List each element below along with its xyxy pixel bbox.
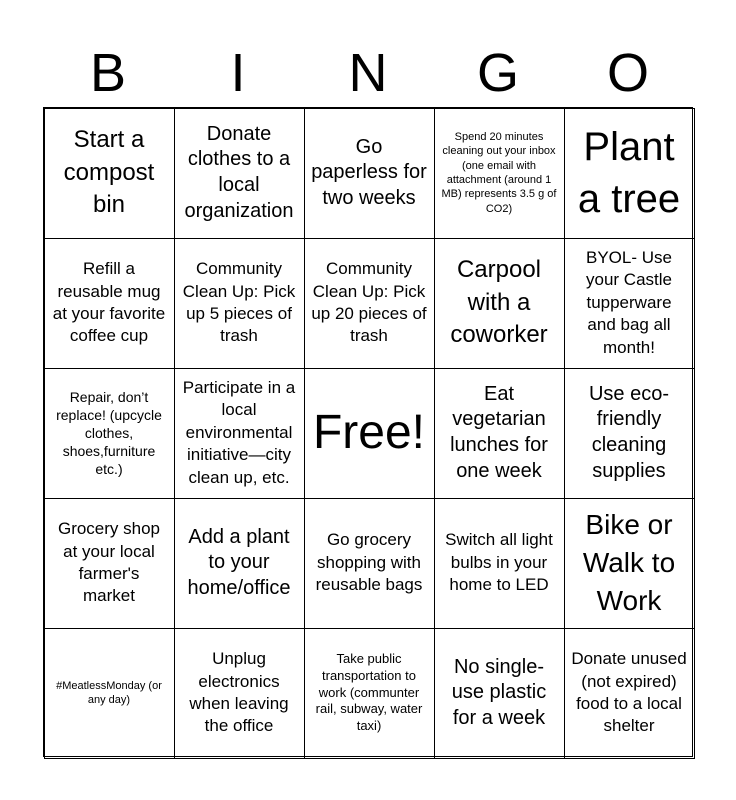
bingo-cell-o4[interactable]: Bike or Walk to Work [564, 498, 695, 629]
bingo-cell-i4[interactable]: Add a plant to your home/office [174, 498, 305, 629]
bingo-cell-i5[interactable]: Unplug electronics when leaving the office [174, 628, 305, 759]
header-letter-i: I [230, 43, 246, 103]
bingo-cell-b1[interactable]: Start a compost bin [44, 108, 175, 239]
bingo-cell-o3[interactable]: Use eco-friendly cleaning supplies [564, 368, 695, 499]
bingo-header [43, 42, 693, 104]
bingo-cell-n5[interactable]: Take public transportation to work (communter rail, subway, water taxi) [304, 628, 435, 759]
bingo-cell-g1[interactable]: Spend 20 minutes cleaning out your inbox (one email with attachment (around 1 MB) represents 3.5 g of CO2) [434, 108, 565, 239]
bingo-cell-g2[interactable]: Carpool with a coworker [434, 238, 565, 369]
bingo-cell-b3[interactable]: Repair, don’t replace! (upcycle clothes, shoes,furniture etc.) [44, 368, 175, 499]
bingo-cell-o2[interactable]: BYOL- Use your Castle tupperware and bag all month! [564, 238, 695, 369]
bingo-cell-n2[interactable]: Community Clean Up: Pick up 20 pieces of trash [304, 238, 435, 369]
bingo-cell-g5[interactable]: No single-use plastic for a week [434, 628, 565, 759]
header-letter-g: G [476, 43, 519, 103]
bingo-cell-n1[interactable]: Go paperless for two weeks [304, 108, 435, 239]
bingo-cell-free: Free! [304, 368, 435, 499]
bingo-cell-o1[interactable]: Plant a tree [564, 108, 695, 239]
bingo-cell-b5[interactable]: #MeatlessMonday (or any day) [44, 628, 175, 759]
bingo-cell-b2[interactable]: Refill a reusable mug at your favorite coffee cup [44, 238, 175, 369]
bingo-cell-i1[interactable]: Donate clothes to a local organization [174, 108, 305, 239]
header-letter-n: N [348, 43, 388, 103]
bingo-cell-b4[interactable]: Grocery shop at your local farmer's market [44, 498, 175, 629]
bingo-cell-o5[interactable]: Donate unused (not expired) food to a local shelter [564, 628, 695, 759]
bingo-cell-i2[interactable]: Community Clean Up: Pick up 5 pieces of trash [174, 238, 305, 369]
bingo-cell-i3[interactable]: Participate in a local environmental initiative—city clean up, etc. [174, 368, 305, 499]
header-letter-o: O [606, 43, 649, 103]
bingo-cell-n4[interactable]: Go grocery shopping with reusable bags [304, 498, 435, 629]
bingo-cell-g3[interactable]: Eat vegetarian lunches for one week [434, 368, 565, 499]
bingo-cell-g4[interactable]: Switch all light bulbs in your home to LED [434, 498, 565, 629]
header-letter-b: B [89, 43, 127, 103]
bingo-board [43, 107, 693, 757]
